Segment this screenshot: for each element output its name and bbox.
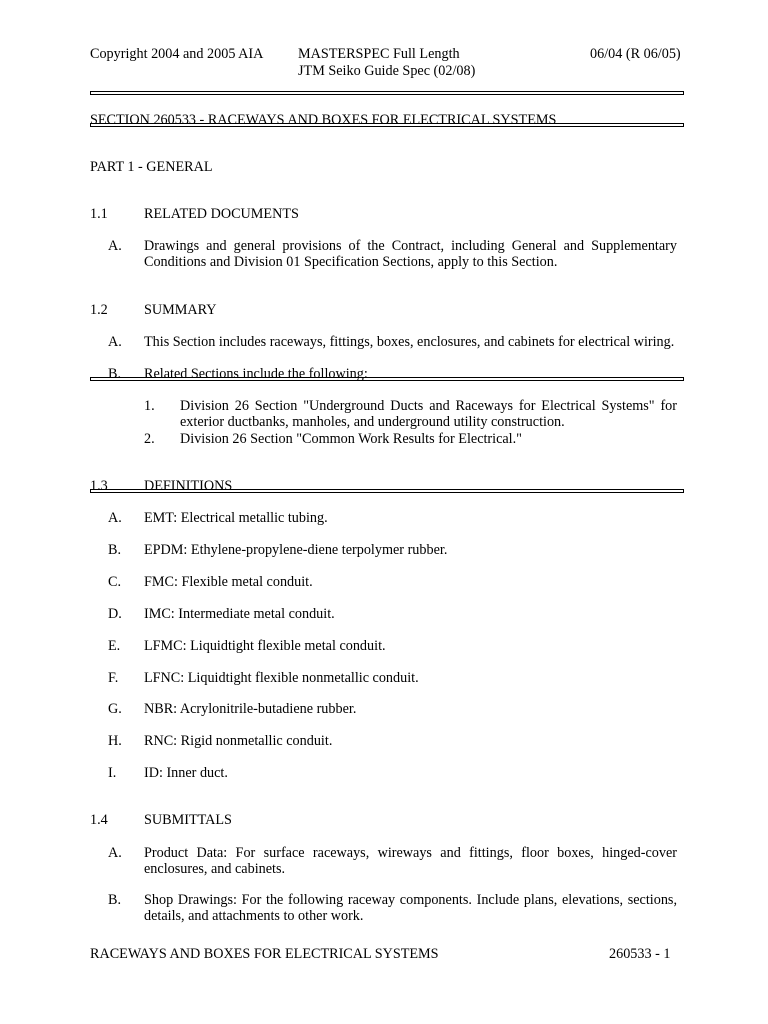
- header-copyright: Copyright 2004 and 2005 AIA: [90, 46, 264, 62]
- paragraph-letter: B.: [108, 366, 122, 382]
- paragraph-text: Shop Drawings: For the following raceway components. Include plans, elevations, sections, details, and attachments to other work.: [144, 892, 677, 924]
- article-title: SUBMITTALS: [144, 812, 232, 828]
- paragraph-text: Related Sections include the following:: [144, 366, 368, 382]
- definition-text: RNC: Rigid nonmetallic conduit.: [144, 733, 333, 749]
- header-divider: [90, 91, 684, 95]
- article-title: SUMMARY: [144, 302, 217, 318]
- definition-letter: I.: [108, 765, 117, 781]
- subparagraph-text: Division 26 Section "Underground Ducts and Raceways for Electrical Systems" for exterior ductbanks, manholes, and underground utility construction.: [180, 398, 677, 430]
- footer-title: RACEWAYS AND BOXES FOR ELECTRICAL SYSTEMS: [90, 946, 439, 962]
- header-spec-title: MASTERSPEC Full Length: [298, 46, 460, 62]
- definition-text: IMC: Intermediate metal conduit.: [144, 606, 335, 622]
- article-number: 1.3: [90, 478, 108, 494]
- definition-letter: C.: [108, 574, 122, 590]
- definition-letter: D.: [108, 606, 122, 622]
- subparagraph-number: 1.: [144, 398, 155, 414]
- paragraph-letter: A.: [108, 845, 122, 861]
- revision-rule: [90, 489, 684, 493]
- article-number: 1.2: [90, 302, 108, 318]
- footer-page-number: 260533 - 1: [609, 946, 671, 962]
- definition-text: LFMC: Liquidtight flexible metal conduit.: [144, 638, 386, 654]
- definition-letter: E.: [108, 638, 121, 654]
- article-title: DEFINITIONS: [144, 478, 233, 494]
- definition-text: LFNC: Liquidtight flexible nonmetallic conduit.: [144, 670, 419, 686]
- paragraph-text: Drawings and general provisions of the Contract, including General and Supplementary Conditions and Division 01 Specification Sections, apply to this Section.: [144, 238, 677, 270]
- definition-text: NBR: Acrylonitrile-butadiene rubber.: [144, 701, 357, 717]
- subparagraph-text: Division 26 Section "Common Work Results for Electrical.": [180, 431, 522, 447]
- definition-letter: G.: [108, 701, 122, 717]
- definition-text: EPDM: Ethylene-propylene-diene terpolymer rubber.: [144, 542, 448, 558]
- part-heading: PART 1 - GENERAL: [90, 159, 213, 175]
- definition-text: ID: Inner duct.: [144, 765, 228, 781]
- definition-letter: B.: [108, 542, 122, 558]
- paragraph-letter: A.: [108, 334, 122, 350]
- definition-text: EMT: Electrical metallic tubing.: [144, 510, 328, 526]
- header-date: 06/04 (R 06/05): [590, 46, 681, 62]
- definition-letter: F.: [108, 670, 119, 686]
- section-title-rule: [90, 123, 684, 127]
- definition-letter: A.: [108, 510, 122, 526]
- definition-text: FMC: Flexible metal conduit.: [144, 574, 313, 590]
- paragraph-letter: A.: [108, 238, 122, 254]
- paragraph-letter: B.: [108, 892, 122, 908]
- article-number: 1.1: [90, 206, 108, 222]
- paragraph-text: This Section includes raceways, fittings, boxes, enclosures, and cabinets for electrical wiring.: [144, 334, 675, 350]
- revision-rule: [90, 377, 684, 381]
- section-title: SECTION 260533 - RACEWAYS AND BOXES FOR ELECTRICAL SYSTEMS: [90, 112, 557, 128]
- article-title: RELATED DOCUMENTS: [144, 206, 299, 222]
- subparagraph-number: 2.: [144, 431, 155, 447]
- header-spec-subtitle: JTM Seiko Guide Spec (02/08): [298, 63, 476, 79]
- article-number: 1.4: [90, 812, 108, 828]
- paragraph-text: Product Data: For surface raceways, wireways and fittings, floor boxes, hinged-cover enclosures, and cabinets.: [144, 845, 677, 877]
- definition-letter: H.: [108, 733, 122, 749]
